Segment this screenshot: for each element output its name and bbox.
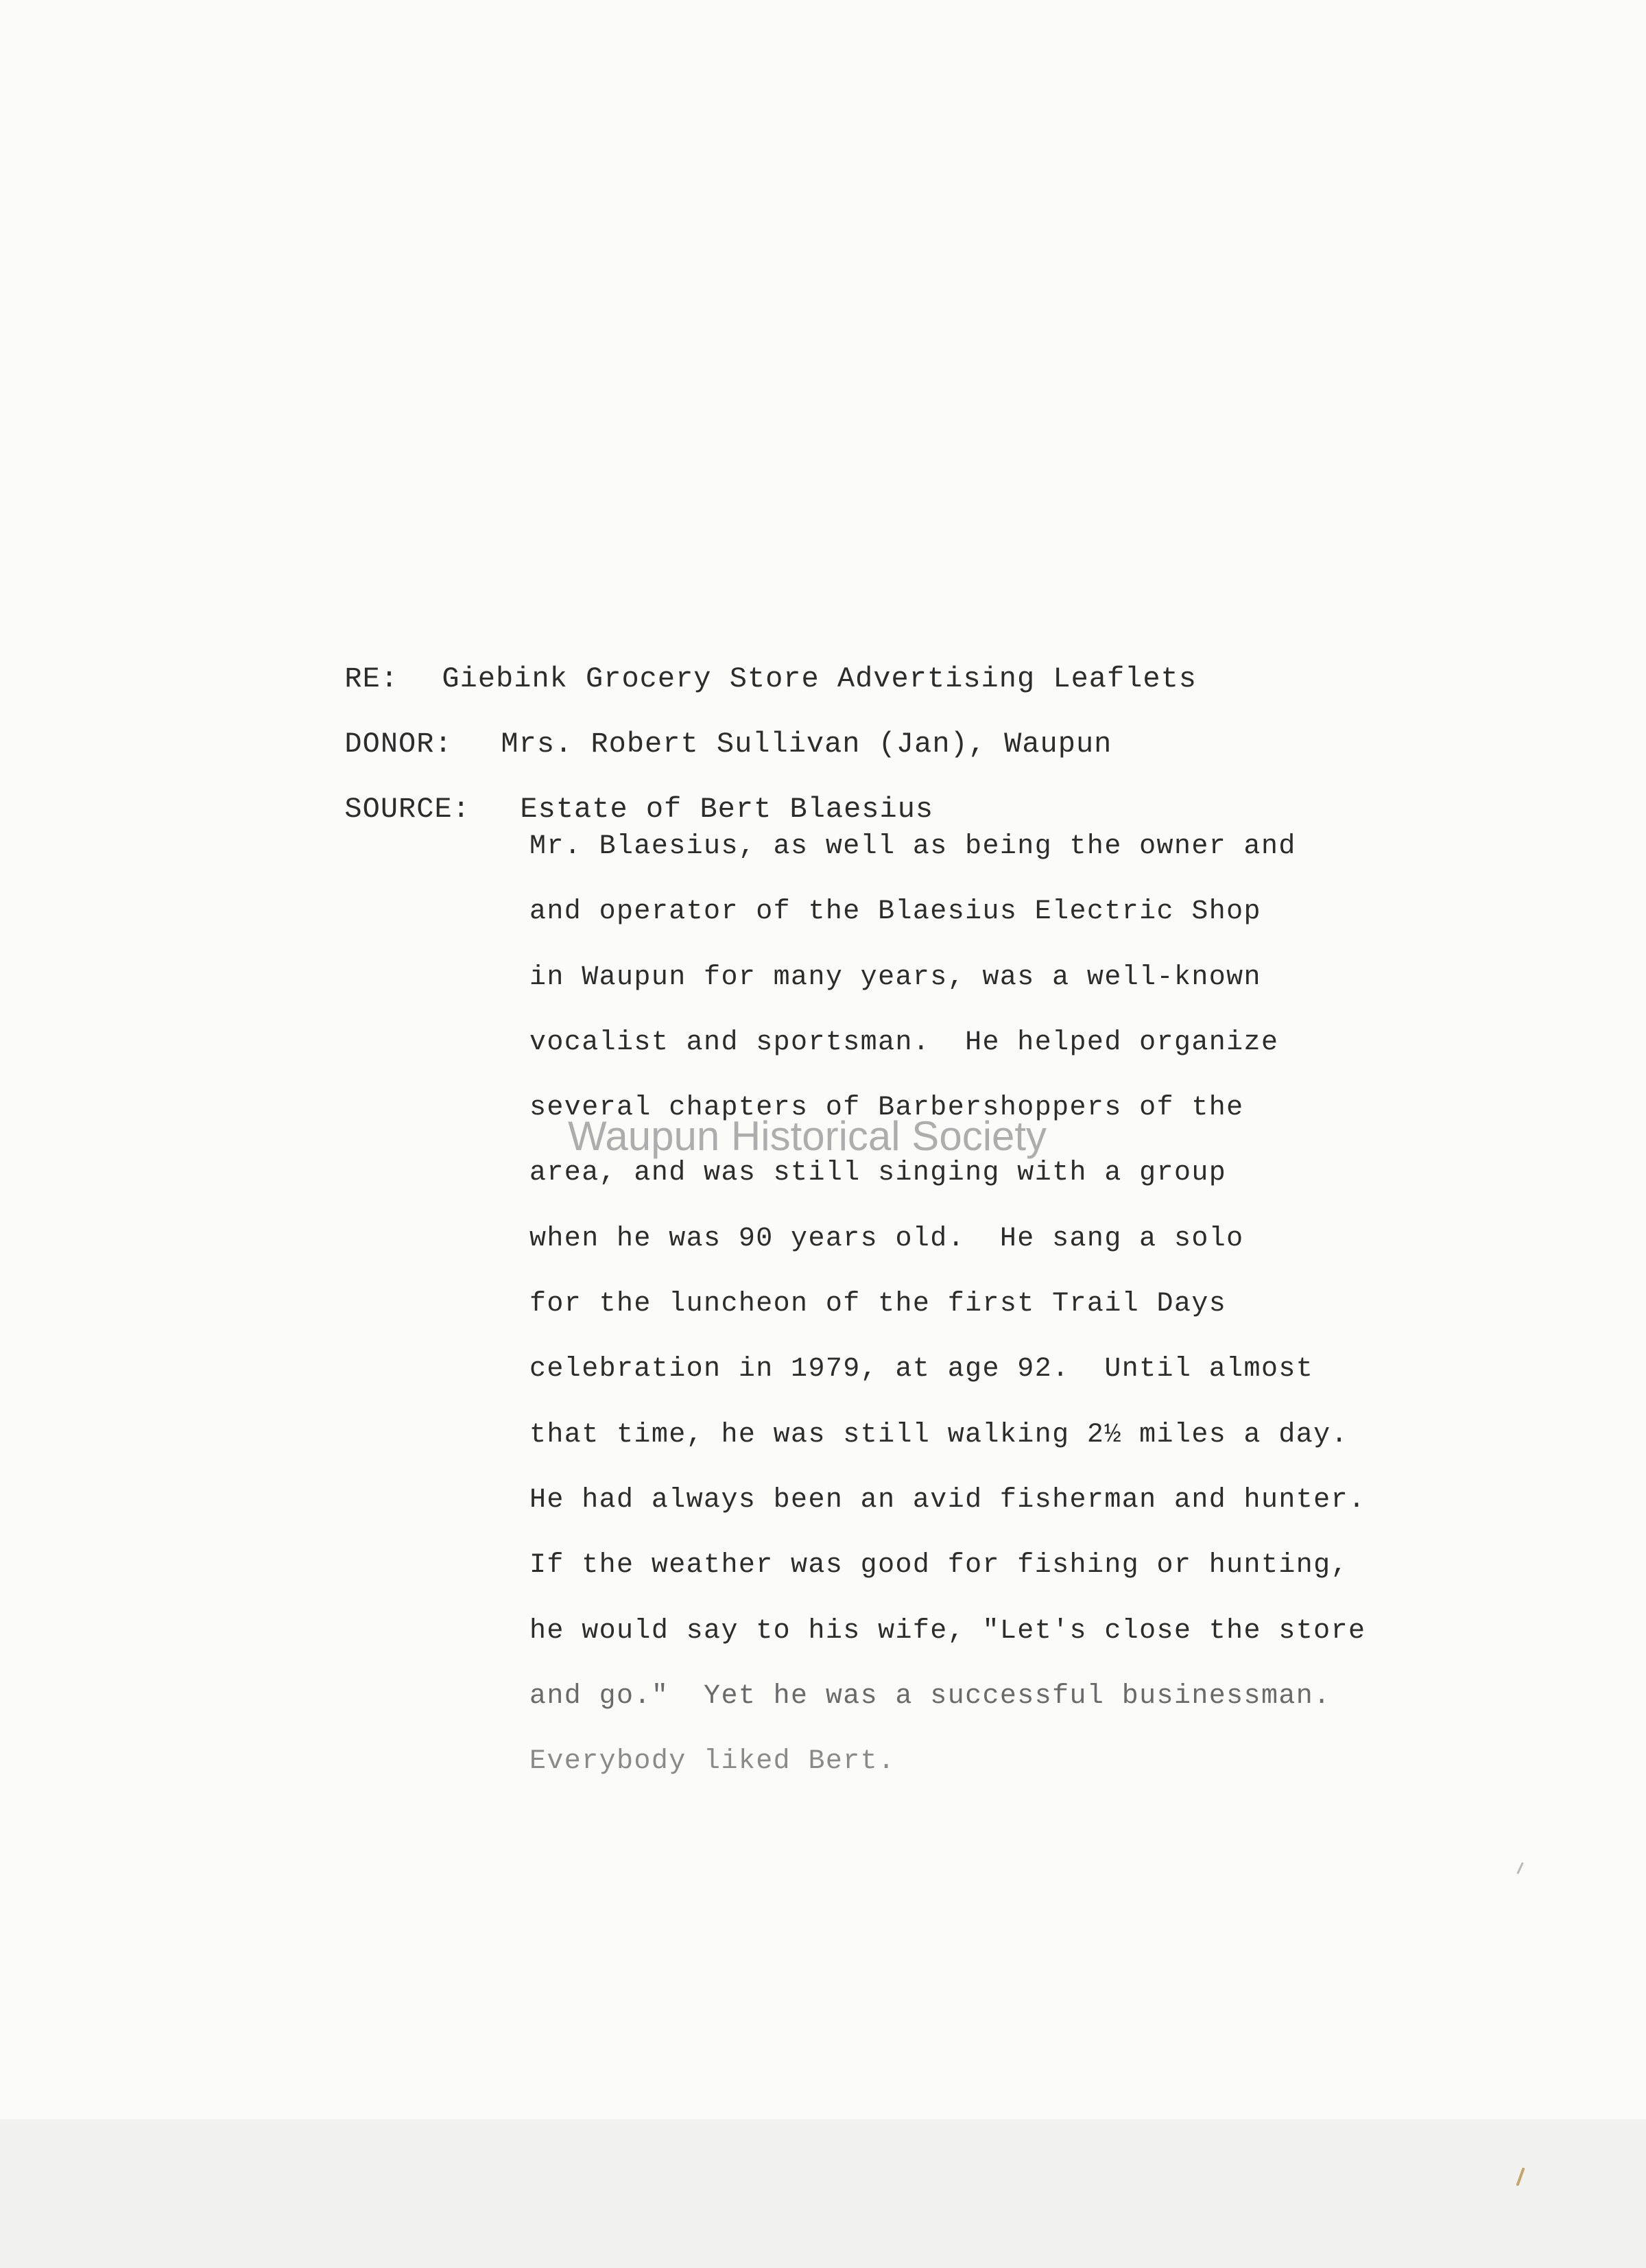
body-line: Everybody liked Bert. — [529, 1746, 896, 1778]
source-label: SOURCE: — [344, 793, 470, 826]
body-line: Mr. Blaesius, as well as being the owner and — [529, 831, 1296, 862]
body-line: several chapters of Barbershoppers of the — [529, 1093, 1244, 1124]
body-paragraph — [529, 826, 1490, 1806]
body-line: and operator of the Blaesius Electric Shop — [529, 896, 1261, 928]
re-label: RE: — [344, 663, 399, 695]
body-line: that time, he was still walking 2½ miles a day. — [529, 1419, 1348, 1451]
body-line: and go." Yet he was a successful businessman. — [529, 1680, 1331, 1712]
body-line: in Waupun for many years, was a well-known — [529, 962, 1261, 993]
body-line: when he was 90 years old. He sang a solo — [529, 1223, 1244, 1254]
donor-line — [309, 695, 1112, 761]
body-line: celebration in 1979, at age 92. Until almost — [529, 1354, 1314, 1385]
donor-value: Mrs. Robert Sullivan (Jan), Waupun — [501, 728, 1112, 761]
donor-label: DONOR: — [344, 728, 453, 761]
source-line — [309, 760, 933, 826]
body-line: If the weather was good for fishing or hunting, — [529, 1550, 1348, 1581]
re-value: Giebink Grocery Store Advertising Leaflets — [442, 663, 1197, 695]
source-value: Estate of Bert Blaesius — [520, 793, 934, 826]
body-line: for the luncheon of the first Trail Days — [529, 1289, 1227, 1320]
body-line: area, and was still singing with a group — [529, 1158, 1227, 1189]
re-line — [309, 630, 1197, 695]
body-line: He had always been an avid fisherman and hunter. — [529, 1484, 1366, 1516]
body-line: vocalist and sportsman. He helped organize — [529, 1027, 1279, 1058]
scan-background — [0, 2119, 1646, 2268]
watermark: Waupun Historical Society — [568, 1113, 1047, 1159]
body-line: he would say to his wife, "Let's close the store — [529, 1615, 1366, 1647]
